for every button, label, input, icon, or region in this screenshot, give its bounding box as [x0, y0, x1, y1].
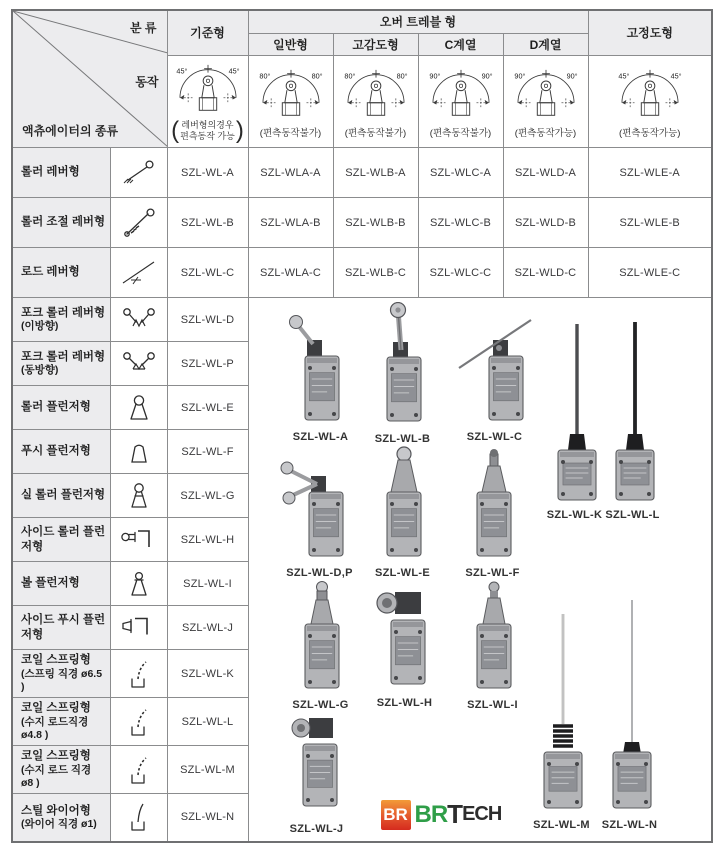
code-cell: SZL-WLE-B — [588, 198, 712, 248]
row-label: 로드 레버형 — [12, 248, 110, 298]
code-cell: SZL-WL-E — [167, 386, 248, 430]
svg-text:80°: 80° — [396, 71, 408, 81]
selection-table — [11, 9, 713, 843]
col-header-d-series: D계열 — [503, 33, 588, 55]
limit-switch-illustration — [367, 442, 439, 560]
code-cell: SZL-WL-I — [167, 562, 248, 606]
code-cell: SZL-WLD-A — [503, 148, 588, 198]
action-caption-line2: 편측동작 가능 — [180, 131, 235, 142]
limit-switch-illustration — [597, 600, 663, 812]
row-label: 볼 플런저형 — [12, 562, 110, 606]
limit-switch-illustration — [365, 580, 445, 690]
paren-open: ( — [171, 117, 180, 145]
limit-switch-illustration — [457, 578, 529, 692]
action-cell-standard — [167, 55, 248, 147]
code-cell: SZL-WLD-C — [503, 248, 588, 298]
limit-switch-illustration — [453, 312, 537, 424]
svg-text:90°: 90° — [566, 71, 578, 81]
action-cell-high-precision — [588, 55, 712, 147]
svg-text:90°: 90° — [513, 71, 525, 81]
code-cell: SZL-WL-G — [167, 474, 248, 518]
corner-classification-label: 분 류 — [129, 21, 157, 35]
svg-text:45°: 45° — [618, 71, 630, 81]
code-cell: SZL-WL-N — [167, 794, 248, 842]
product-photo-SZL-WL-M — [527, 614, 597, 831]
code-cell: SZL-WL-J — [167, 606, 248, 650]
code-cell: SZL-WL-D — [167, 298, 248, 342]
action-cell-d-series — [503, 55, 588, 147]
row-label: 코일 스프링형 (수지 로드직경 ø4.8 ) — [12, 698, 110, 746]
corner-header-cell — [13, 11, 167, 147]
action-cell-general — [248, 55, 333, 147]
product-photo-caption: SZL-WL-C — [466, 431, 523, 443]
side-push-plunger-icon — [110, 606, 167, 650]
action-caption: (편측동작불가) — [344, 127, 407, 139]
code-cell: SZL-WLB-B — [333, 198, 418, 248]
svg-text:90°: 90° — [481, 71, 493, 81]
ball-plunger-icon — [110, 562, 167, 606]
code-cell: SZL-WLE-A — [588, 148, 712, 198]
steel-wire-icon — [110, 794, 167, 842]
svg-text:80°: 80° — [311, 71, 323, 81]
product-photo-caption: SZL-WL-M — [533, 819, 590, 831]
action-diagram — [249, 66, 333, 124]
brtech-logo — [381, 799, 502, 830]
product-photo-SZL-WL-L — [599, 322, 667, 521]
adjustable-roller-lever-icon — [110, 198, 167, 248]
svg-text:45°: 45° — [175, 67, 187, 77]
limit-switch-illustration — [367, 302, 439, 426]
rod-lever-icon — [110, 248, 167, 298]
brtech-logo-ech: ECH — [462, 803, 502, 825]
product-photo-SZL-WL-B — [367, 302, 439, 445]
code-cell: SZL-WLD-B — [503, 198, 588, 248]
action-diagram — [419, 66, 503, 124]
code-cell: SZL-WL-K — [167, 650, 248, 698]
brtech-logo-box: BR — [381, 800, 411, 830]
limit-switch-illustration — [527, 614, 597, 812]
row-label: 실 롤러 플런저형 — [12, 474, 110, 518]
product-photo-SZL-WL-N — [597, 600, 663, 831]
col-header-high-sensitivity: 고감도형 — [333, 33, 418, 55]
row-label: 포크 롤러 레버형 (동방향) — [12, 342, 110, 386]
limit-switch-illustration — [285, 578, 357, 692]
code-cell: SZL-WLC-A — [418, 148, 503, 198]
product-photo-caption: SZL-WL-D,P — [286, 567, 353, 579]
svg-text:45°: 45° — [228, 67, 240, 77]
side-roller-plunger-icon — [110, 518, 167, 562]
fork-roller-lever-same-icon — [110, 342, 167, 386]
code-cell: SZL-WLE-C — [588, 248, 712, 298]
code-cell: SZL-WLA-A — [248, 148, 333, 198]
product-photo-caption: SZL-WL-N — [601, 819, 658, 831]
product-photo-SZL-WL-C — [453, 312, 537, 443]
row-label: 코일 스프링형 (스프링 직경 ø6.5 ) — [12, 650, 110, 698]
coil-spring-icon — [110, 698, 167, 746]
code-cell: SZL-WL-H — [167, 518, 248, 562]
product-photo-SZL-WL-J — [277, 708, 357, 835]
row-label: 포크 롤러 레버형 (이방향) — [12, 298, 110, 342]
product-photo-caption: SZL-WL-F — [465, 567, 520, 579]
svg-text:90°: 90° — [428, 71, 440, 81]
product-photo-caption: SZL-WL-I — [467, 699, 518, 711]
product-photo-SZL-WL-H — [365, 580, 445, 709]
product-photo-SZL-WL-I — [457, 578, 529, 711]
coil-spring-icon — [110, 746, 167, 794]
product-photo-caption: SZL-WL-H — [376, 697, 433, 709]
corner-action-label: 동작 — [135, 75, 159, 89]
limit-switch-illustration — [277, 448, 363, 560]
product-photo-caption: SZL-WL-G — [292, 699, 349, 711]
paren-close: ) — [235, 117, 244, 145]
product-photo-SZL-WL-E — [367, 442, 439, 579]
limit-switch-illustration — [277, 708, 357, 816]
action-caption-line1: 레버형의경우 — [181, 120, 234, 131]
row-label: 사이드 푸시 플런저형 — [12, 606, 110, 650]
row-label: 롤러 플런저형 — [12, 386, 110, 430]
svg-text:45°: 45° — [670, 71, 682, 81]
col-header-overtravel: 오버 트레블 형 — [248, 10, 588, 33]
action-diagram — [168, 61, 248, 119]
brtech-logo-green-text: BR — [414, 800, 448, 828]
coil-spring-icon — [110, 650, 167, 698]
action-caption — [168, 119, 248, 143]
action-diagram — [589, 66, 712, 124]
code-cell: SZL-WL-M — [167, 746, 248, 794]
svg-text:80°: 80° — [258, 71, 270, 81]
product-photo-caption: SZL-WL-J — [289, 823, 344, 835]
code-cell: SZL-WLA-B — [248, 198, 333, 248]
code-cell: SZL-WL-A — [167, 148, 248, 198]
code-cell: SZL-WLB-A — [333, 148, 418, 198]
brtech-logo-t: T — [447, 799, 463, 829]
push-plunger-icon — [110, 430, 167, 474]
limit-switch-illustration — [457, 446, 529, 560]
action-diagram — [334, 66, 418, 124]
roller-lever-icon — [110, 148, 167, 198]
seal-roller-plunger-icon — [110, 474, 167, 518]
code-cell: SZL-WL-L — [167, 698, 248, 746]
row-label: 푸시 플런저형 — [12, 430, 110, 474]
action-cell-c-series — [418, 55, 503, 147]
action-caption: (편측동작불가) — [429, 127, 492, 139]
product-photo-SZL-WL-F — [457, 446, 529, 579]
col-header-c-series: C계열 — [418, 33, 503, 55]
col-header-general: 일반형 — [248, 33, 333, 55]
code-cell: SZL-WLA-C — [248, 248, 333, 298]
product-photo-SZL-WL-D,P — [277, 448, 363, 579]
code-cell: SZL-WL-P — [167, 342, 248, 386]
product-photo-caption: SZL-WL-K — [546, 509, 603, 521]
product-photo-caption: SZL-WL-L — [605, 509, 660, 521]
product-photo-caption: SZL-WL-B — [374, 433, 431, 445]
product-photo-SZL-WL-G — [285, 578, 357, 711]
product-photo-caption: SZL-WL-E — [375, 567, 430, 579]
product-photo-panel — [248, 298, 712, 842]
row-label: 사이드 롤러 플런저형 — [12, 518, 110, 562]
code-cell: SZL-WLB-C — [333, 248, 418, 298]
code-cell: SZL-WL-F — [167, 430, 248, 474]
svg-text:80°: 80° — [343, 71, 355, 81]
row-label: 롤러 조절 레버형 — [12, 198, 110, 248]
code-cell: SZL-WLC-C — [418, 248, 503, 298]
code-cell: SZL-WL-B — [167, 198, 248, 248]
code-cell: SZL-WLC-B — [418, 198, 503, 248]
product-photo-SZL-WL-A — [285, 312, 357, 443]
row-label: 롤러 레버형 — [12, 148, 110, 198]
fork-roller-lever-icon — [110, 298, 167, 342]
action-caption: (편측동작불가) — [259, 127, 322, 139]
roller-plunger-icon — [110, 386, 167, 430]
row-label: 스틸 와이어형 (와이어 직경 ø1) — [12, 794, 110, 842]
corner-actuator-kind-label: 액츄에이터의 종류 — [22, 124, 119, 138]
action-caption: (편측동작가능) — [514, 127, 577, 139]
col-header-high-precision: 고정도형 — [588, 10, 712, 55]
product-photo-caption: SZL-WL-A — [292, 431, 349, 443]
limit-switch-illustration — [599, 322, 667, 502]
action-caption: (편측동작가능) — [619, 127, 681, 139]
action-diagram — [504, 66, 588, 124]
row-label: 코일 스프링형 (수지 로드 직경 ø8 ) — [12, 746, 110, 794]
action-cell-high-sensitivity — [333, 55, 418, 147]
code-cell: SZL-WL-C — [167, 248, 248, 298]
col-header-standard: 기준형 — [167, 10, 248, 55]
limit-switch-illustration — [285, 312, 357, 424]
